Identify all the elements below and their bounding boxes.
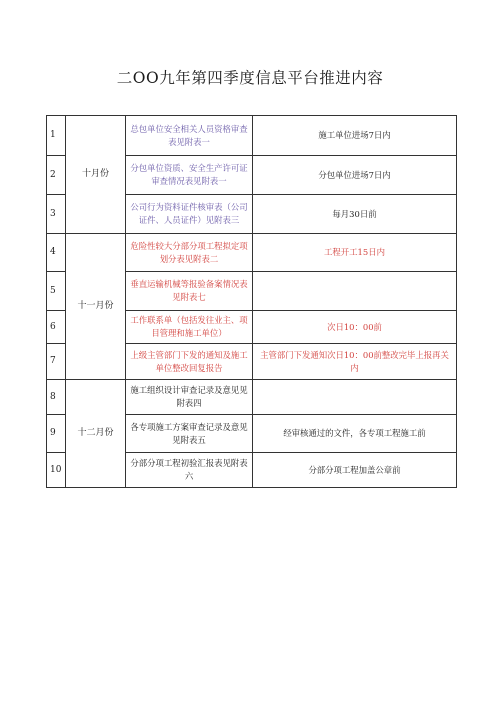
table-row	[47, 234, 457, 272]
content-cell: 各专项施工方案审查记录及意见见附表五	[126, 415, 253, 453]
content-cell: 公司行为资料证件核审表（公司证件、人员证件）见附表三	[126, 195, 253, 234]
row-number: 2	[47, 156, 66, 195]
requirement-cell: 分包单位进场7日内	[253, 156, 457, 195]
requirement-cell: 施工单位进场7日内	[253, 116, 457, 156]
row-number: 10	[47, 453, 66, 488]
requirement-cell: 分部分项工程加盖公章前	[253, 453, 457, 488]
page-title: 二OO九年第四季度信息平台推进内容	[116, 69, 384, 87]
requirement-cell: 次日10：00前	[253, 311, 457, 344]
row-number: 4	[47, 234, 66, 272]
row-number: 9	[47, 415, 66, 453]
requirement-cell: 经审核通过的文件，各专项工程施工前	[253, 415, 457, 453]
row-number: 5	[47, 272, 66, 311]
month-cell: 十一月份	[66, 234, 126, 380]
month-cell: 十月份	[66, 116, 126, 234]
requirement-cell: 主管部门下发通知次日10：00前整改完毕上报再关内	[253, 344, 457, 380]
content-cell: 危险性较大分部分项工程拟定项划分表见附表二	[126, 234, 253, 272]
row-number: 3	[47, 195, 66, 234]
table-row	[47, 380, 457, 415]
month-cell: 十二月份	[66, 380, 126, 488]
content-cell: 工作联系单（包括发往业主、项目管理和施工单位）	[126, 311, 253, 344]
content-cell: 垂直运输机械等报验备案情况表见附表七	[126, 272, 253, 311]
row-number: 1	[47, 116, 66, 156]
requirement-cell	[253, 272, 457, 311]
content-cell: 分部分项工程初验汇报表见附表六	[126, 453, 253, 488]
content-cell: 施工组织设计审查记录及意见见附表四	[126, 380, 253, 415]
row-number: 6	[47, 311, 66, 344]
requirement-cell: 每月30日前	[253, 195, 457, 234]
requirement-cell: 工程开工15日内	[253, 234, 457, 272]
table-row	[47, 116, 457, 156]
content-cell: 总包单位安全相关人员资格审查表见附表一	[126, 116, 253, 156]
schedule-table	[46, 115, 457, 488]
content-cell: 分包单位资质、安全生产许可证审查情况表见附表一	[126, 156, 253, 195]
row-number: 8	[47, 380, 66, 415]
row-number: 7	[47, 344, 66, 380]
content-cell: 上级主管部门下发的通知及施工单位整改回复报告	[126, 344, 253, 380]
requirement-cell	[253, 380, 457, 415]
